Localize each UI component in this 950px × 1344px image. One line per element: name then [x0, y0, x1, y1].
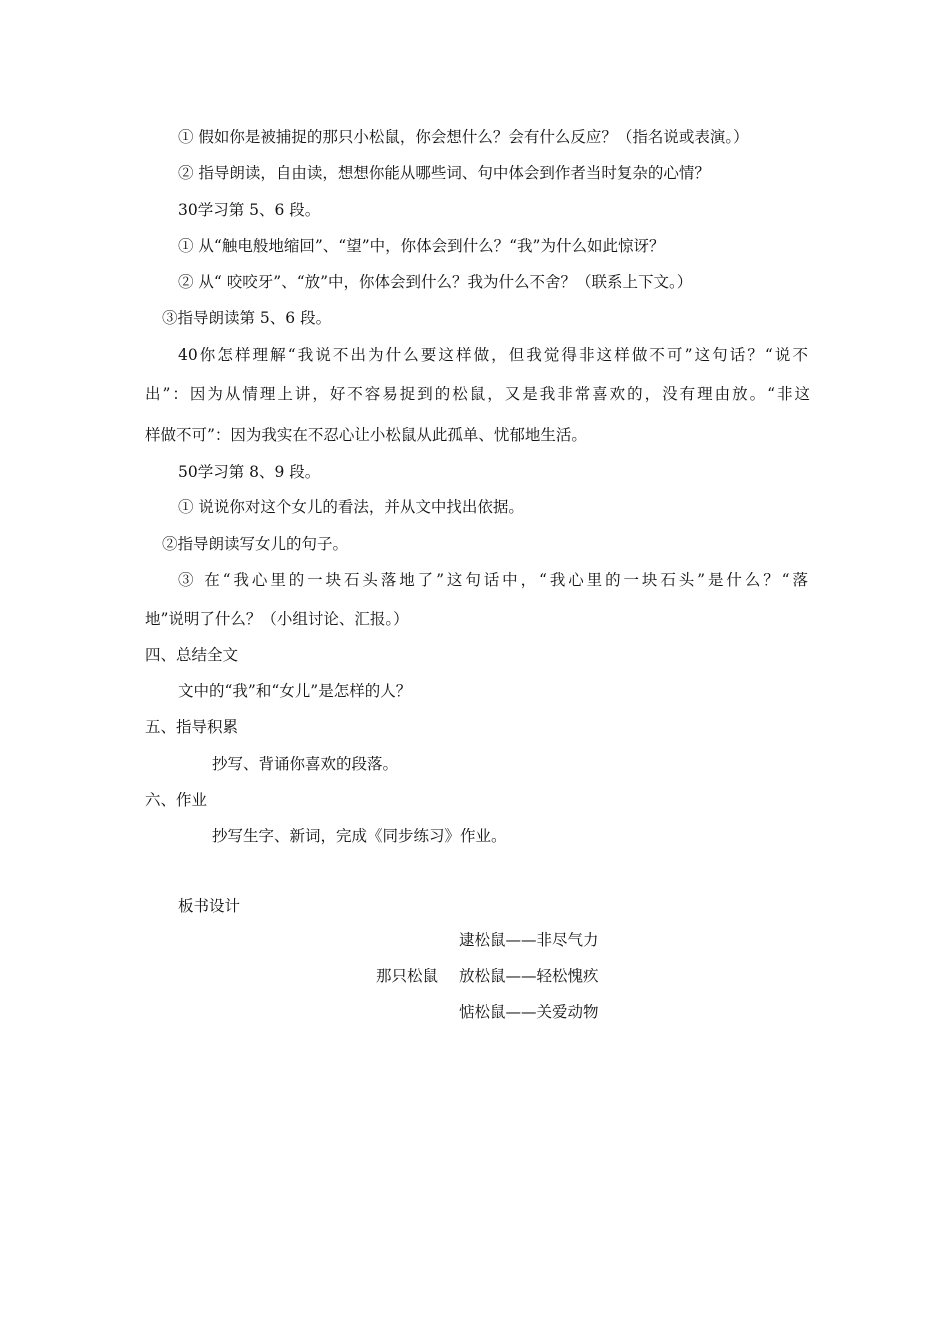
- text-line: ① 说说你对这个女儿的看法，并从文中找出依据。: [178, 498, 524, 516]
- text-line: ②指导朗读写女儿的句子。: [162, 535, 349, 553]
- text-line: ① 从“触电般地缩回”、“望”中，你体会到什么？“我”为什么如此惊讶？: [178, 237, 665, 255]
- text-line: 文中的“我”和“女儿”是怎样的人？: [178, 682, 412, 700]
- text-line: 样做不可”：因为我实在不忍心让小松鼠从此孤单、忧郁地生活。: [145, 426, 587, 444]
- board-center: 那只松鼠: [376, 967, 439, 985]
- section-heading: 六、作业: [145, 791, 208, 809]
- board-heading: 板书设计: [178, 897, 241, 915]
- text-line: ② 指导朗读，自由读，想想你能从哪些词、句中体会到作者当时复杂的心情？: [178, 164, 710, 182]
- text-line: 50学习第 8、9 段。: [178, 463, 321, 481]
- board-row: 惦松鼠——关爱动物: [459, 1003, 599, 1021]
- text-line: 抄写、背诵你喜欢的段落。: [212, 755, 399, 773]
- text-line: 抄写生字、新词，完成《同步练习》作业。: [212, 827, 507, 845]
- board-row: 逮松鼠——非尽气力: [459, 931, 599, 949]
- text-line: 出”：因为从情理上讲，好不容易捉到的松鼠，又是我非常喜欢的，没有理由放。“非这: [145, 385, 810, 403]
- text-line: 地”说明了什么？（小组讨论、汇报。）: [145, 610, 409, 628]
- section-heading: 五、指导积累: [145, 718, 239, 736]
- text-line: ② 从“ 咬咬牙”、“放”中，你体会到什么？我为什么不舍？（联系上下文。）: [178, 273, 693, 291]
- text-line: 30学习第 5、6 段。: [178, 201, 321, 219]
- section-heading: 四、总结全文: [145, 646, 239, 664]
- board-row: 放松鼠——轻松愧疚: [459, 967, 599, 985]
- text-line: ① 假如你是被捕捉的那只小松鼠，你会想什么？会有什么反应？（指名说或表演。）: [178, 128, 749, 146]
- text-line: 40你怎样理解“我说不出为什么要这样做，但我觉得非这样做不可”这句话？“说不: [178, 346, 808, 364]
- text-line: ③ 在“我心里的一块石头落地了”这句话中，“我心里的一块石头”是什么？“落: [178, 571, 808, 589]
- text-line: ③指导朗读第 5、6 段。: [162, 309, 332, 327]
